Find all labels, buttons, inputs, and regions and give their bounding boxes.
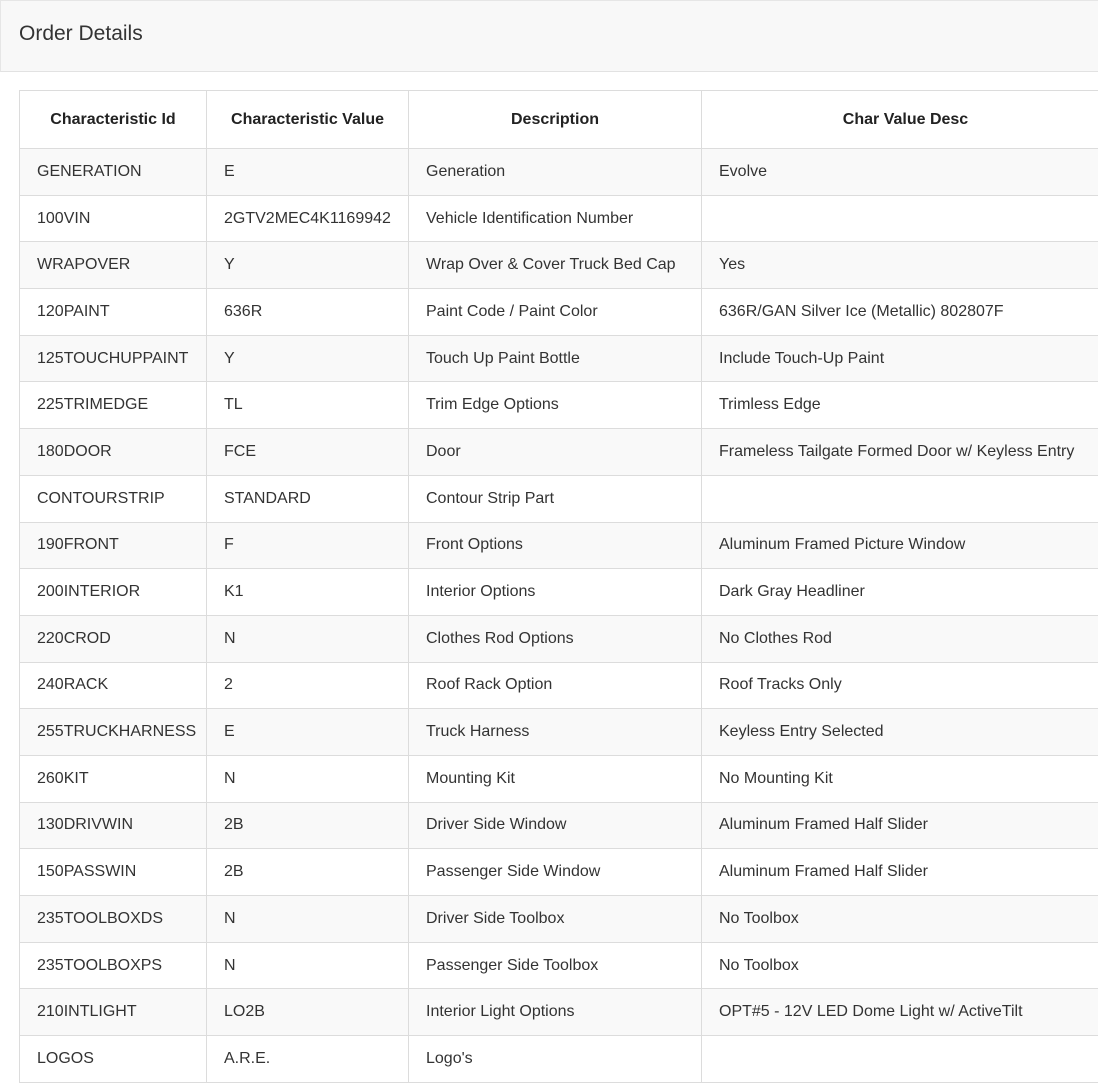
cell-char-value-desc: Keyless Entry Selected <box>702 709 1098 756</box>
table-row[interactable] <box>20 989 1098 1036</box>
cell-characteristic-value: E <box>207 149 409 196</box>
cell-description: Driver Side Window <box>409 802 702 849</box>
cell-description: Paint Code / Paint Color <box>409 289 702 336</box>
cell-char-value-desc: No Toolbox <box>702 896 1098 943</box>
header-row <box>20 91 1098 149</box>
cell-char-value-desc: Frameless Tailgate Formed Door w/ Keyless Entry <box>702 429 1098 476</box>
table-row[interactable] <box>20 849 1098 896</box>
cell-char-value-desc <box>702 475 1098 522</box>
cell-characteristic-value: TL <box>207 382 409 429</box>
cell-characteristic-id: 240RACK <box>20 662 207 709</box>
table-row[interactable] <box>20 195 1098 242</box>
table-row[interactable] <box>20 1036 1098 1083</box>
cell-char-value-desc <box>702 1036 1098 1083</box>
cell-characteristic-id: 210INTLIGHT <box>20 989 207 1036</box>
table-header <box>20 91 1098 149</box>
cell-description: Touch Up Paint Bottle <box>409 335 702 382</box>
cell-characteristic-value: N <box>207 615 409 662</box>
cell-characteristic-value: STANDARD <box>207 475 409 522</box>
cell-description: Truck Harness <box>409 709 702 756</box>
table-row[interactable] <box>20 615 1098 662</box>
column-header-char-value-desc[interactable]: Char Value Desc <box>702 91 1098 149</box>
table-body <box>20 149 1098 1083</box>
cell-characteristic-id: 120PAINT <box>20 289 207 336</box>
table-row[interactable] <box>20 289 1098 336</box>
cell-char-value-desc: Include Touch-Up Paint <box>702 335 1098 382</box>
cell-characteristic-value: FCE <box>207 429 409 476</box>
cell-characteristic-id: 235TOOLBOXPS <box>20 942 207 989</box>
cell-characteristic-id: 260KIT <box>20 755 207 802</box>
column-header-characteristic-value[interactable]: Characteristic Value <box>207 91 409 149</box>
cell-characteristic-value: N <box>207 942 409 989</box>
table-row[interactable] <box>20 429 1098 476</box>
cell-char-value-desc: 636R/GAN Silver Ice (Metallic) 802807F <box>702 289 1098 336</box>
table-row[interactable] <box>20 522 1098 569</box>
cell-char-value-desc: Aluminum Framed Half Slider <box>702 802 1098 849</box>
table-row[interactable] <box>20 942 1098 989</box>
cell-characteristic-value: K1 <box>207 569 409 616</box>
panel-title: Order Details <box>19 22 143 46</box>
order-details-table <box>19 90 1098 1083</box>
column-header-characteristic-id[interactable]: Characteristic Id <box>20 91 207 149</box>
cell-char-value-desc: Aluminum Framed Half Slider <box>702 849 1098 896</box>
cell-characteristic-value: Y <box>207 242 409 289</box>
cell-characteristic-id: 150PASSWIN <box>20 849 207 896</box>
cell-characteristic-value: N <box>207 755 409 802</box>
cell-characteristic-value: 636R <box>207 289 409 336</box>
cell-characteristic-id: 255TRUCKHARNESS <box>20 709 207 756</box>
cell-characteristic-id: 130DRIVWIN <box>20 802 207 849</box>
cell-characteristic-id: 190FRONT <box>20 522 207 569</box>
cell-description: Trim Edge Options <box>409 382 702 429</box>
cell-characteristic-id: 180DOOR <box>20 429 207 476</box>
cell-char-value-desc: Roof Tracks Only <box>702 662 1098 709</box>
cell-char-value-desc <box>702 195 1098 242</box>
cell-char-value-desc: Evolve <box>702 149 1098 196</box>
cell-description: Roof Rack Option <box>409 662 702 709</box>
cell-characteristic-id: 100VIN <box>20 195 207 242</box>
cell-characteristic-value: A.R.E. <box>207 1036 409 1083</box>
cell-char-value-desc: OPT#5 - 12V LED Dome Light w/ ActiveTilt <box>702 989 1098 1036</box>
cell-characteristic-value: E <box>207 709 409 756</box>
cell-description: Generation <box>409 149 702 196</box>
cell-characteristic-value: LO2B <box>207 989 409 1036</box>
cell-characteristic-value: 2B <box>207 802 409 849</box>
table-row[interactable] <box>20 149 1098 196</box>
cell-description: Contour Strip Part <box>409 475 702 522</box>
cell-characteristic-id: LOGOS <box>20 1036 207 1083</box>
cell-characteristic-value: N <box>207 896 409 943</box>
table-container <box>19 90 1098 1083</box>
table-row[interactable] <box>20 755 1098 802</box>
cell-characteristic-value: 2 <box>207 662 409 709</box>
cell-characteristic-value: F <box>207 522 409 569</box>
column-header-description[interactable]: Description <box>409 91 702 149</box>
cell-char-value-desc: Trimless Edge <box>702 382 1098 429</box>
table-row[interactable] <box>20 242 1098 289</box>
cell-description: Interior Options <box>409 569 702 616</box>
cell-char-value-desc: Aluminum Framed Picture Window <box>702 522 1098 569</box>
cell-characteristic-id: GENERATION <box>20 149 207 196</box>
table-row[interactable] <box>20 709 1098 756</box>
cell-description: Interior Light Options <box>409 989 702 1036</box>
cell-description: Front Options <box>409 522 702 569</box>
cell-char-value-desc: Dark Gray Headliner <box>702 569 1098 616</box>
cell-characteristic-id: 200INTERIOR <box>20 569 207 616</box>
cell-characteristic-id: 225TRIMEDGE <box>20 382 207 429</box>
cell-description: Passenger Side Toolbox <box>409 942 702 989</box>
table-row[interactable] <box>20 569 1098 616</box>
table-row[interactable] <box>20 802 1098 849</box>
table-row[interactable] <box>20 662 1098 709</box>
table-row[interactable] <box>20 475 1098 522</box>
table-row[interactable] <box>20 896 1098 943</box>
cell-description: Door <box>409 429 702 476</box>
cell-characteristic-value: 2GTV2MEC4K1169942 <box>207 195 409 242</box>
cell-description: Mounting Kit <box>409 755 702 802</box>
cell-characteristic-id: 235TOOLBOXDS <box>20 896 207 943</box>
cell-characteristic-id: WRAPOVER <box>20 242 207 289</box>
cell-description: Driver Side Toolbox <box>409 896 702 943</box>
panel-heading <box>0 0 1098 72</box>
table-row[interactable] <box>20 335 1098 382</box>
cell-description: Logo's <box>409 1036 702 1083</box>
cell-characteristic-value: 2B <box>207 849 409 896</box>
cell-description: Vehicle Identification Number <box>409 195 702 242</box>
cell-description: Passenger Side Window <box>409 849 702 896</box>
cell-description: Wrap Over & Cover Truck Bed Cap <box>409 242 702 289</box>
cell-char-value-desc: No Clothes Rod <box>702 615 1098 662</box>
cell-char-value-desc: No Toolbox <box>702 942 1098 989</box>
cell-char-value-desc: No Mounting Kit <box>702 755 1098 802</box>
cell-characteristic-value: Y <box>207 335 409 382</box>
cell-characteristic-id: 125TOUCHUPPAINT <box>20 335 207 382</box>
cell-characteristic-id: 220CROD <box>20 615 207 662</box>
cell-description: Clothes Rod Options <box>409 615 702 662</box>
cell-char-value-desc: Yes <box>702 242 1098 289</box>
table-row[interactable] <box>20 382 1098 429</box>
cell-characteristic-id: CONTOURSTRIP <box>20 475 207 522</box>
